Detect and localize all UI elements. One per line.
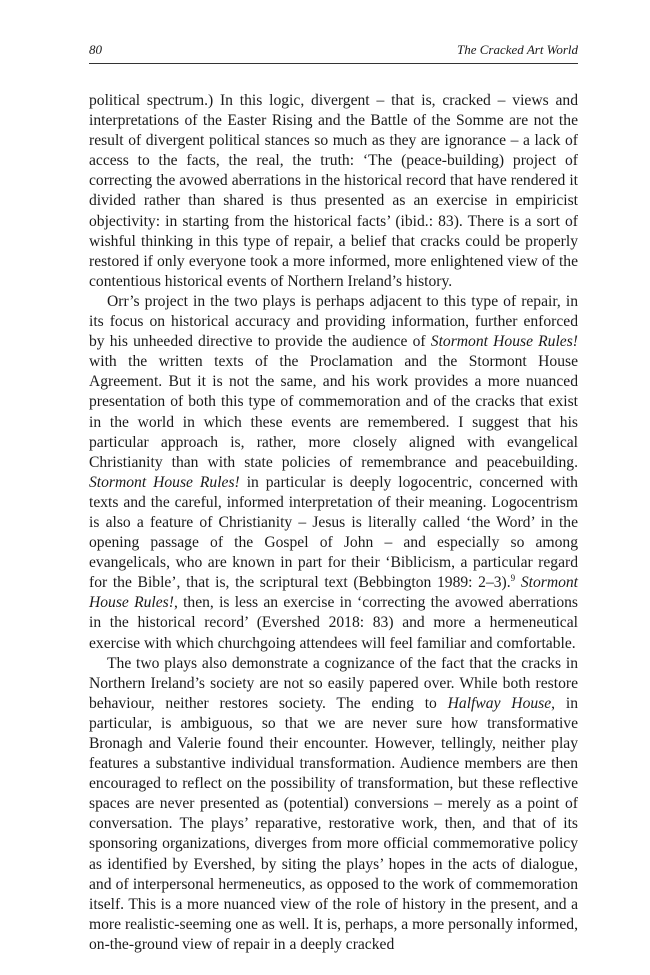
text-run: The two plays also demonstrate a cognizance of the fact that the cracks in Northern Ireland’s society are not so easily papered over. While both restore behaviour, neither restores society. The ending to <box>89 654 578 712</box>
page-number: 80 <box>89 42 102 57</box>
paragraph-3 <box>89 654 578 955</box>
text-run: in particular is deeply logocentric, concerned with texts and the careful, informed interpretation of their meaning. Logocentrism is also a feature of Christianity – Jesus is literally called ‘the Word’ in the opening passage of the Gospel of John – and especially so among evangelicals, who are known in part for their ‘Biblicism, a particular regard for the Bible’, that is, the scriptural text (Bebbington 1989: 2–3). <box>89 473 578 592</box>
paragraph-2 <box>89 292 578 654</box>
body-text <box>89 91 578 955</box>
play-title-stormont-house-rules: Stormont House Rules! <box>430 333 578 351</box>
play-title-stormont-house-rules: Stormont House Rules! <box>89 574 579 612</box>
page-header <box>89 42 578 62</box>
running-head-title: The Cracked Art World <box>457 42 578 57</box>
text-run: political spectrum.) In this logic, divergent – that is, cracked – views and interpretations of the Easter Rising and the Battle of the Somme are not the result of divergent political stances so much as they are ignorance – a lack of access to the facts, the real, the truth: ‘The (peace-building) project of correcting the avowed aberrations in the historical record that have rendered it divided rather than shared is thus presented as an exercise in empiricist objectivity: in starting from the historical facts’ (ibid.: 83). There is a sort of wishful thinking in this type of repair, a belief that cracks could be properly restored if only everyone took a more informed, more enlightened view of the contentious historical events of Northern Ireland’s history. <box>89 92 578 290</box>
play-title-stormont-house-rules: Stormont House Rules! <box>89 473 240 491</box>
paragraph-1 <box>89 91 578 292</box>
header-rule <box>89 63 578 64</box>
text-run: , in particular, is ambiguous, so that we are never sure how transformative Bronagh and Valerie found their encounter. However, tellingly, neither play features a substantive individual transformation. Audience members are then encouraged to reflect on the possibility of transformation, but these reflective spaces are never presented as (potential) conversions – merely as a point of conversation. The plays’ reparative, restorative work, then, and that of its sponsoring organizations, diverges from more official commemorative policy as identified by Evershed, by siting the plays’ hopes in the acts of dialogue, and of interpersonal hermeneutics, as opposed to the work of commemoration itself. This is a more nuanced view of the role of history in the present, and a more realistic-seeming one as well. It is, perhaps, a more personally informed, on-the-ground view of repair in a deeply cracked <box>89 694 578 953</box>
play-title-halfway-house: Halfway House <box>447 694 552 712</box>
text-run: Orr’s project in the two plays is perhaps adjacent to this type of repair, in its focus on historical accuracy and providing information, further enforced by his unheeded directive to provide the audience of <box>89 292 578 351</box>
footnote-marker: 9 <box>510 573 516 584</box>
text-run: , then, is less an exercise in ‘correcting the avowed aberrations in the historical record’ (Evershed 2018: 83) and more a hermeneutical exercise with which churchgoing attendees will feel familiar and comfortable. <box>89 594 578 652</box>
text-run: with the written texts of the Proclamation and the Stormont House Agreement. But it is not the same, and his work provides a more nuanced presentation of both this type of commemoration and of the cracks that exist in the world in which these events are remembered. I suggest that his particular approach is, rather, more closely aligned with evangelical Christianity than with state policies of remembrance and peacebuilding. <box>89 353 578 471</box>
